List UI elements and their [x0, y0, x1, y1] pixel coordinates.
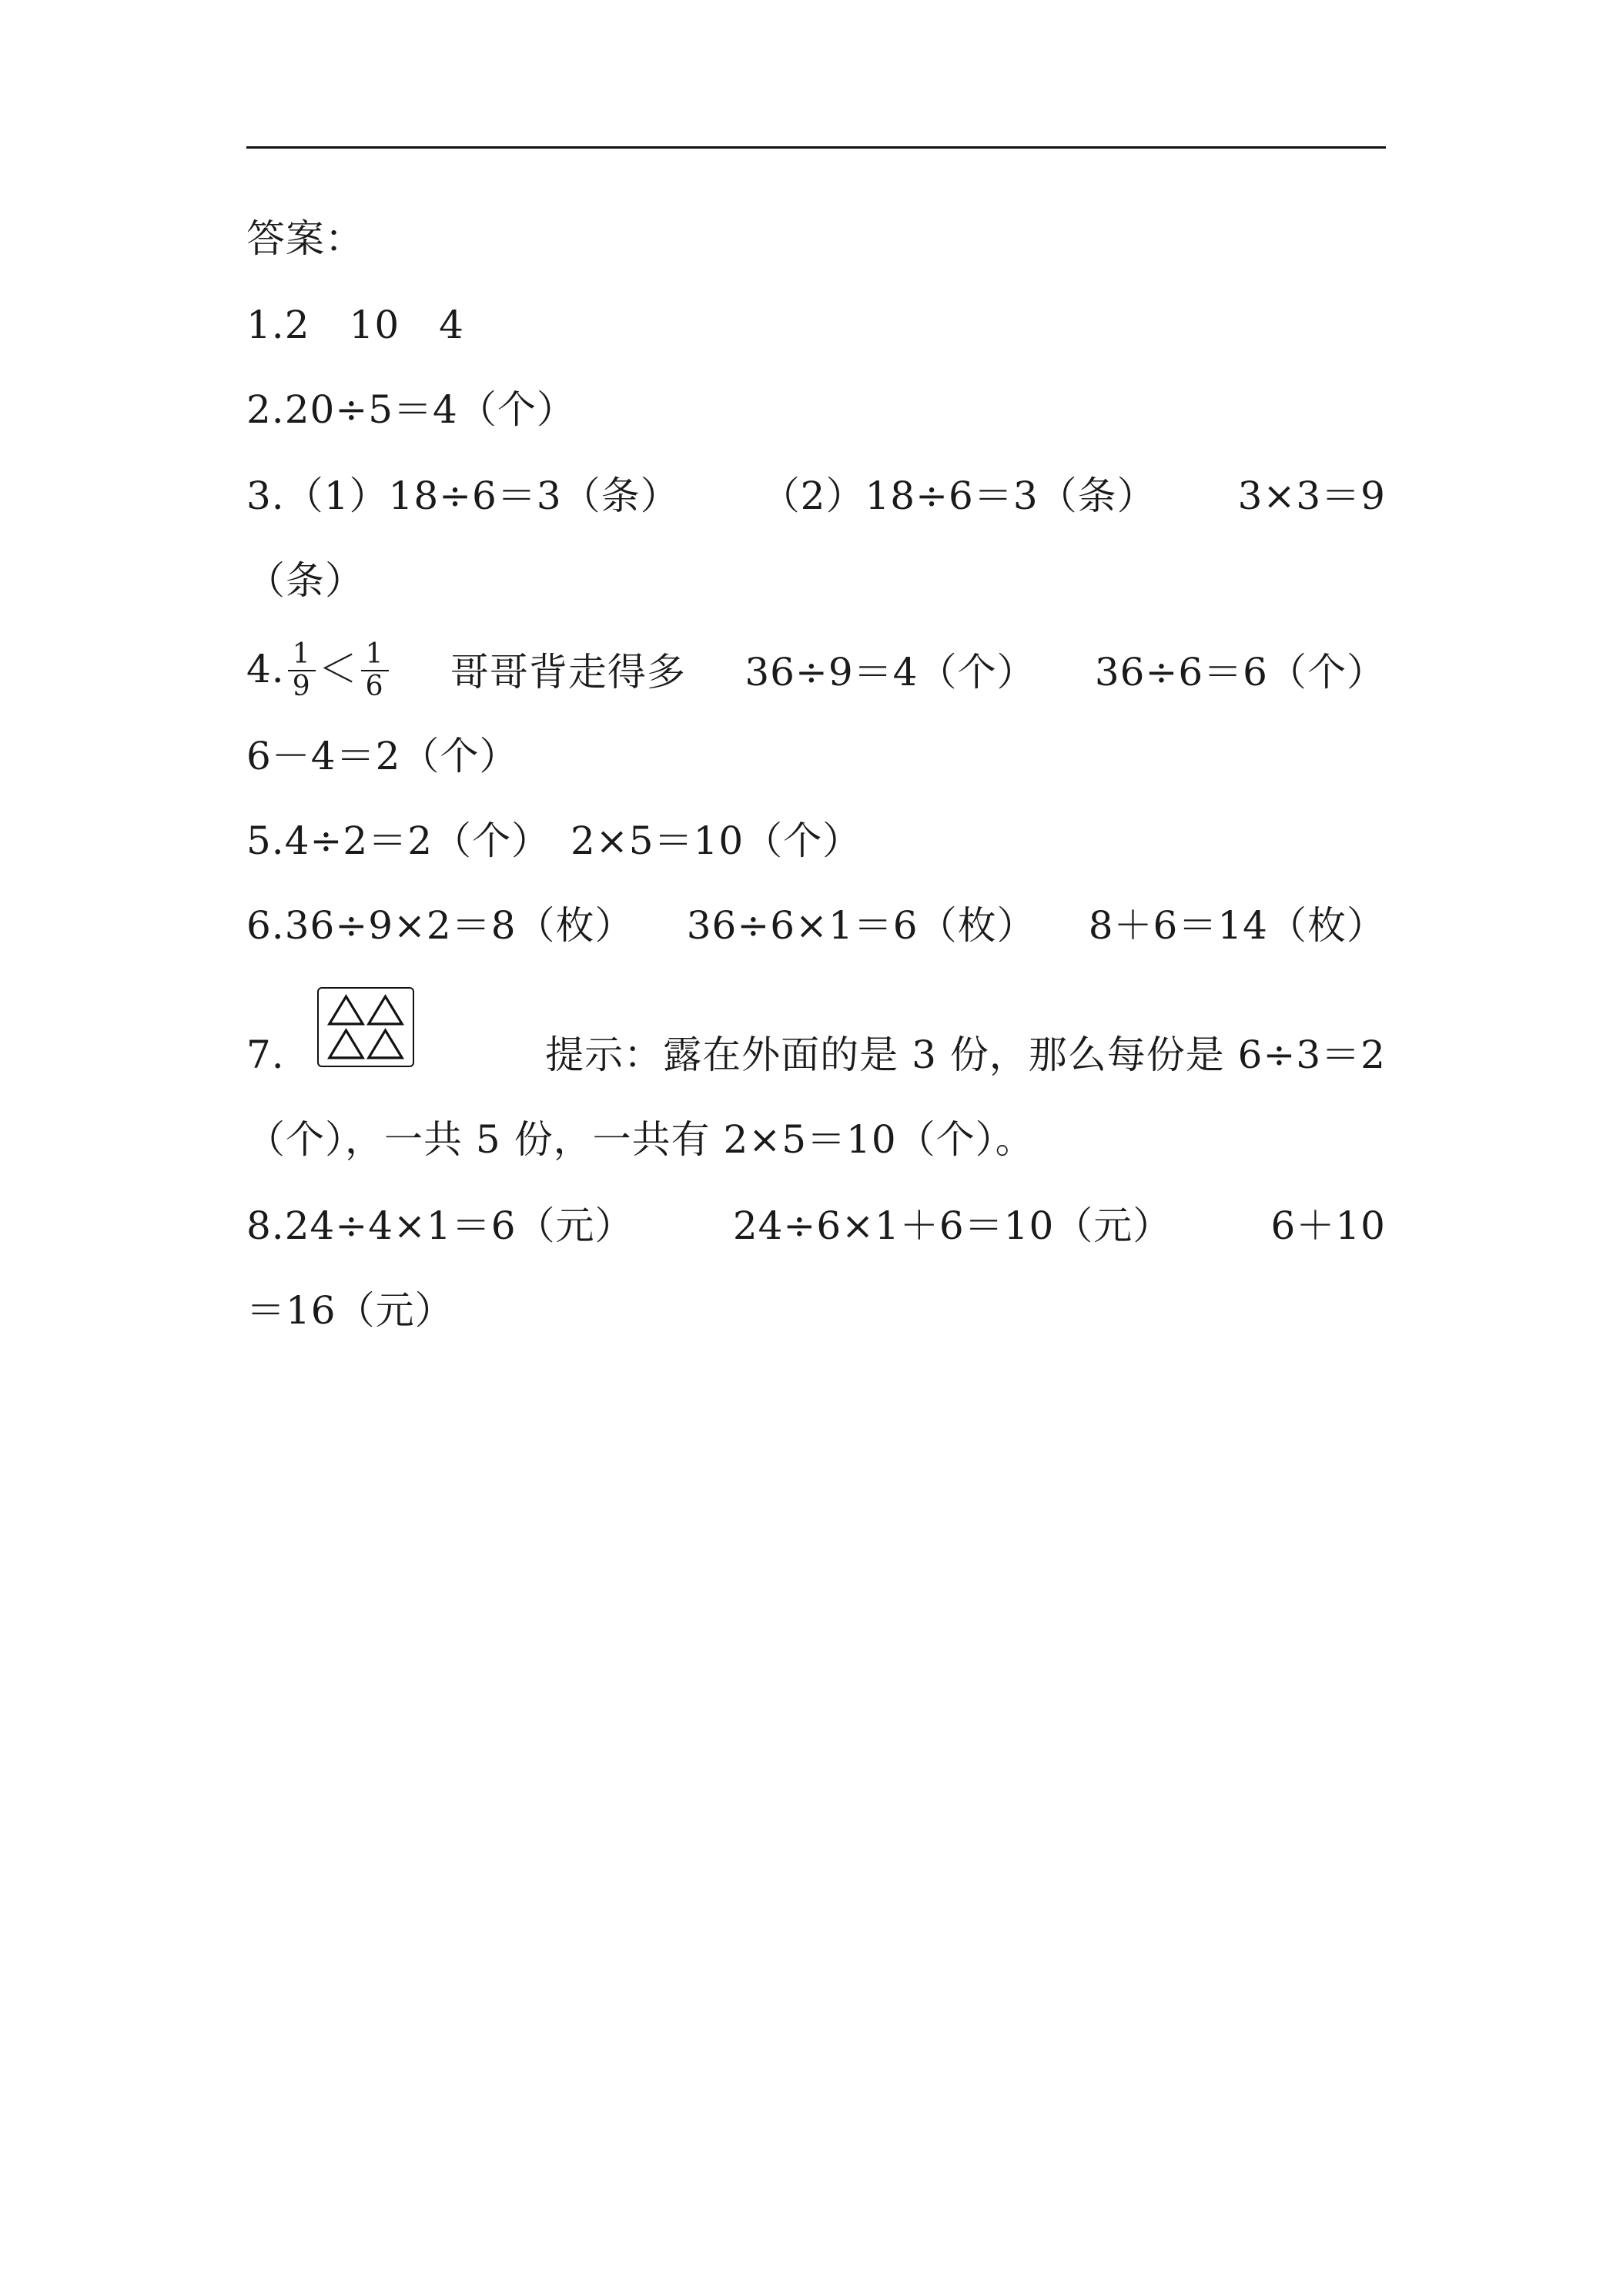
triangle-icon [366, 1027, 405, 1061]
header-rule [246, 146, 1386, 149]
fraction-denominator: 6 [365, 671, 384, 702]
answer-6 [246, 902, 1386, 949]
triangle-icon [326, 1027, 366, 1061]
answer-7-line-2: （个），一共 5 份，一共有 2×5＝10（个）。 [246, 1117, 1035, 1162]
answer-4-prefix: 4. [246, 647, 285, 691]
answer-8-part-3: 6＋10 [1270, 1203, 1386, 1248]
answer-7-line-1: 提示：露在外面的是 3 份，那么每份是 6÷3＝2 [545, 1033, 1386, 1077]
triangle-icon [326, 993, 366, 1027]
answer-1: 1.2 10 4 [246, 303, 464, 347]
less-than-sign: ＜ [318, 647, 358, 691]
answer-3-part-1: 3.（1）18÷6＝3（条） [246, 474, 680, 518]
answer-4-fraction-compare [246, 638, 392, 704]
answer-6-part-2: 36÷6×1＝6（枚） [686, 903, 1036, 948]
answer-8-line-1 [246, 1203, 1386, 1249]
answer-3-line-1 [246, 473, 1386, 519]
answer-5: 5.4÷2＝2（个） 2×5＝10（个） [246, 818, 862, 863]
answer-3-part-2: （2）18÷6＝3（条） [761, 474, 1156, 518]
triangle-icon [366, 993, 405, 1027]
answer-3-line-2: （条） [246, 558, 364, 603]
fraction-numerator: 1 [288, 639, 316, 671]
answer-6-part-3: 8＋6＝14（枚） [1088, 903, 1386, 948]
answer-3-part-3: 3×3＝9 [1237, 474, 1386, 518]
fraction-denominator: 9 [292, 671, 311, 702]
answer-7-prefix: 7. [246, 1033, 285, 1077]
answer-4-part-1: 哥哥背走得多 [450, 650, 686, 694]
answer-8-line-2: ＝16（元） [246, 1288, 454, 1333]
four-triangles-in-box-icon [317, 987, 414, 1067]
answers-heading: 答案： [246, 216, 364, 261]
answer-8-part-2: 24÷6×1＋6＝10（元） [732, 1203, 1173, 1248]
answer-4-part-3: 36÷6＝6（个） [1094, 650, 1386, 694]
answer-6-part-1: 6.36÷9×2＝8（枚） [246, 903, 634, 948]
answer-4-part-2: 36÷9＝4（个） [745, 650, 1036, 694]
fraction-numerator: 1 [361, 639, 389, 671]
answer-2: 2.20÷5＝4（个） [246, 387, 576, 432]
fraction-one-sixth [361, 639, 389, 702]
answer-4-line-1 [246, 638, 1386, 704]
fraction-one-ninth [288, 639, 316, 702]
answer-8-part-1: 8.24÷4×1＝6（元） [246, 1203, 634, 1248]
answer-4-line-2: 6－4＝2（个） [246, 734, 519, 778]
